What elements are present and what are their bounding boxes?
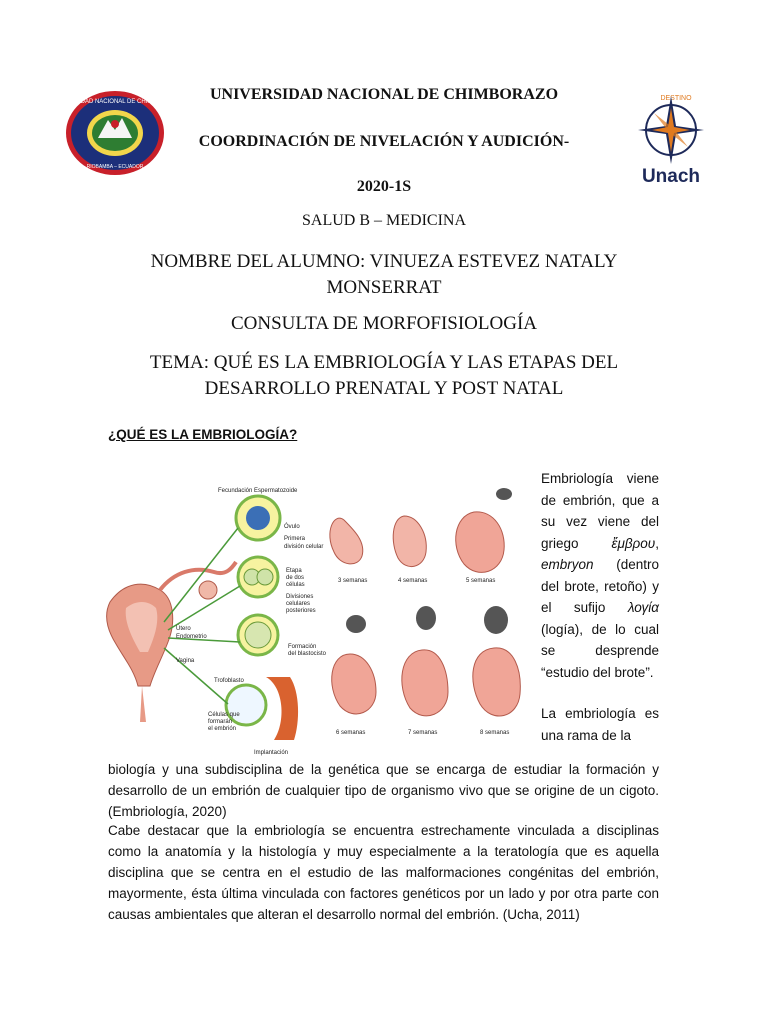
svg-text:celulares: celulares (286, 601, 311, 607)
university-title: UNIVERSIDAD NACIONAL DE CHIMBORAZO (209, 86, 559, 103)
student-name-line-2: MONSERRAT (326, 277, 442, 298)
embryo-week-5 (456, 488, 512, 584)
svg-text:Endometrio: Endometrio (176, 634, 207, 640)
period-label: 2020-1S (356, 178, 412, 195)
svg-text:8 semanas: 8 semanas (480, 730, 510, 736)
svg-text:Trofoblasto: Trofoblasto (214, 678, 244, 684)
svg-text:Implantación: Implantación (254, 750, 289, 756)
etymology-paragraph: Embriología viene de embrión, que a su vez viene del griego ἔμβρου, embryon (dentro del brote, retoño) y el sufijo λογία (logía), de lo cual se desprende “estudio del brote”. (541, 471, 659, 680)
embryo-week-8 (473, 648, 520, 736)
svg-text:Óvulo: Óvulo (284, 524, 300, 530)
svg-text:6 semanas: 6 semanas (336, 730, 366, 736)
program-label: SALUD B – MEDICINA (302, 212, 466, 229)
embryo-week-3 (330, 518, 368, 584)
unach-destino-logo (624, 86, 718, 190)
definition-paragraph-start: La embriología es una rama de la (541, 706, 659, 743)
svg-text:Útero: Útero (176, 626, 191, 632)
svg-text:de dos: de dos (286, 575, 305, 581)
svg-text:7 semanas: 7 semanas (408, 730, 438, 736)
section-heading: ¿QUÉ ES LA EMBRIOLOGÍA? (108, 427, 298, 442)
svg-text:Formación: Formación (288, 644, 317, 650)
topic-line-1: TEMA: QUÉ ES LA EMBRIOLOGÍA Y LAS ETAPAS DEL (149, 352, 619, 373)
svg-text:RIOBAMBA – ECUADOR: RIOBAMBA – ECUADOR (86, 164, 144, 170)
embryo-week-4 (393, 516, 427, 584)
svg-text:Fecundación Espermatozoide: Fecundación Espermatozoide (218, 488, 298, 494)
embryo-week-7 (402, 650, 448, 736)
embryo-week-6 (332, 654, 376, 736)
embryology-figure (104, 472, 528, 760)
embryo-stages (330, 488, 520, 736)
svg-text:división celular: división celular (284, 544, 324, 550)
student-name (100, 249, 668, 301)
related-disciplines-paragraph: Cabe destacar que la embriología se encuentra estrechamente vinculada a disciplinas como la anatomía y la histología y muy especialmente a la teratología que es aquella disciplina que se centra en el estudio de las malformaciones congénitas del embrión, mayormente, ésta última vinculada con factores genéticos por un lado y por otra parte con causas ambientales que alteran el desarrollo normal del embrión. (Ucha, 2011) (108, 823, 659, 922)
coordination-title: COORDINACIÓN DE NIVELACIÓN Y AUDICIÓN- (198, 133, 570, 150)
svg-text:Etapa: Etapa (286, 568, 302, 574)
svg-text:DESTINO: DESTINO (660, 95, 692, 102)
svg-text:del blastocisto: del blastocisto (288, 651, 327, 657)
svg-text:UNIVERSIDAD NACIONAL DE CHIMBO: UNIVERSIDAD NACIONAL DE CHIMBORAZO (52, 99, 178, 105)
student-name-line-1: NOMBRE DEL ALUMNO: VINUEZA ESTEVEZ NATALY (150, 251, 618, 272)
definition-paragraph-continued: biología y una subdisciplina de la genética que se encarga de estudiar la formación y desarrollo de un embrión de cualquier tipo de organismo vivo que se origine de un cigoto. (Embriología, 2020) (108, 762, 659, 819)
svg-text:Primera: Primera (284, 536, 306, 542)
topic-title (100, 350, 668, 402)
svg-text:Divisiones: Divisiones (286, 594, 314, 600)
topic-line-2: DESARROLLO PRENATAL Y POST NATAL (204, 378, 564, 399)
svg-text:células: células (286, 582, 305, 588)
svg-text:4 semanas: 4 semanas (398, 578, 428, 584)
svg-text:posteriores: posteriores (286, 608, 316, 614)
cell-division-stages (226, 496, 298, 740)
consulta-title: CONSULTA DE MORFOFISIOLOGÍA (230, 313, 538, 334)
svg-text:5 semanas: 5 semanas (466, 578, 496, 584)
svg-text:Unach: Unach (641, 166, 701, 187)
svg-text:el embrión: el embrión (208, 726, 237, 732)
embryology-definition (541, 468, 659, 746)
svg-text:3 semanas: 3 semanas (338, 578, 368, 584)
svg-text:Células que: Células que (208, 712, 240, 718)
svg-text:Vagina: Vagina (176, 658, 195, 664)
svg-text:formarán: formarán (208, 719, 233, 725)
uterus-illustration (107, 562, 236, 722)
